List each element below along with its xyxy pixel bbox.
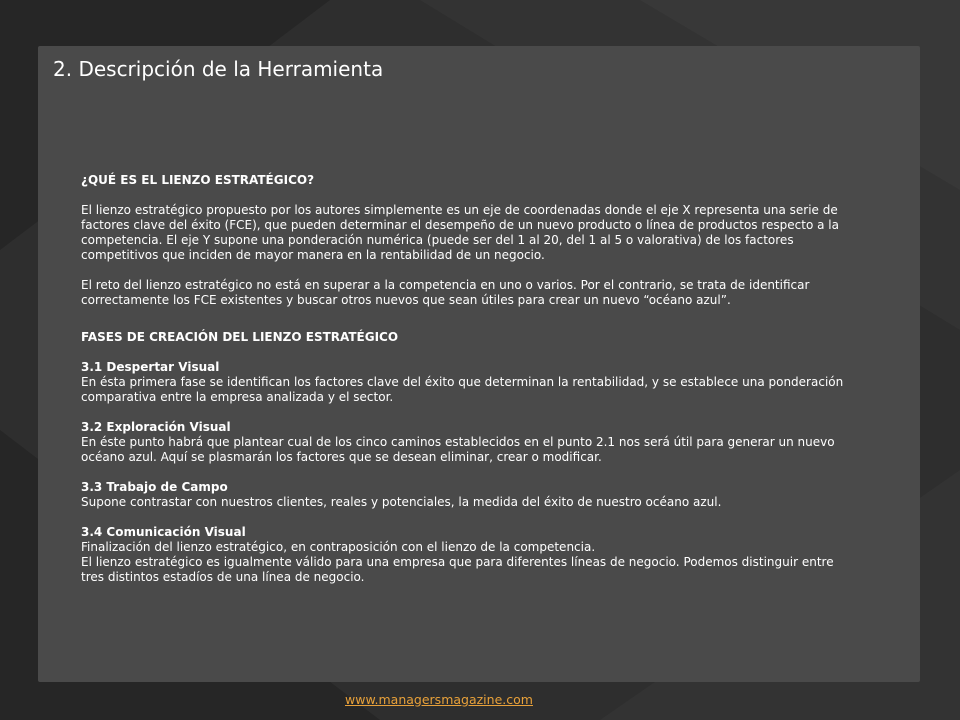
phase-text: En ésta primera fase se identifican los factores clave del éxito que determinan la rentabilidad, y se establece una ponderación comparativa entre la empresa analizada y el sector. (81, 375, 844, 404)
slide-title: 2. Descripción de la Herramienta (53, 57, 384, 81)
phase-title: 3.1 Despertar Visual (81, 360, 220, 374)
phase-title: 3.3 Trabajo de Campo (81, 480, 228, 494)
body-text (81, 173, 856, 585)
phase-title: 3.4 Comunicación Visual (81, 525, 246, 539)
footer-website-link[interactable]: www.managersmagazine.com (345, 692, 533, 707)
phase-title: 3.2 Exploración Visual (81, 420, 231, 434)
paragraph-definition: El lienzo estratégico propuesto por los autores simplemente es un eje de coordenadas donde el eje X representa una serie de factores clave del éxito (FCE), que pueden determinar el desempeño de un nuevo producto o línea de productos respecto a la competencia. El eje Y supone una ponderación numérica (puede ser del 1 al 20, del 1 al 5 o valorativa) de los factores competitivos que inciden de mayor manera en la rentabilidad de un negocio. (81, 203, 839, 262)
phase-text-note: El lienzo estratégico es igualmente válido para una empresa que para diferentes líneas de negocio. Podemos distinguir entre tres distintos estadíos de una línea de negocio. (81, 555, 834, 584)
phase-text: Finalización del lienzo estratégico, en contraposición con el lienzo de la competencia. (81, 540, 596, 554)
section-heading-what-is: ¿QUÉ ES EL LIENZO ESTRATÉGICO? (81, 173, 315, 187)
section-heading-phases: FASES DE CREACIÓN DEL LIENZO ESTRATÉGICO (81, 330, 399, 344)
phase-text: En éste punto habrá que plantear cual de los cinco caminos establecidos en el punto 2.1 nos será útil para generar un nuevo océano azul. Aquí se plasmarán los factores que se desean eliminar, crear o modificar. (81, 435, 835, 464)
paragraph-challenge: El reto del lienzo estratégico no está en superar a la competencia en uno o varios. Por el contrario, se trata de identificar correctamente los FCE existentes y buscar otros nuevos que sean útiles para crear un nuevo “océano azul”. (81, 278, 810, 307)
phase-text: Supone contrastar con nuestros clientes, reales y potenciales, la medida del éxito de nuestro océano azul. (81, 495, 722, 509)
